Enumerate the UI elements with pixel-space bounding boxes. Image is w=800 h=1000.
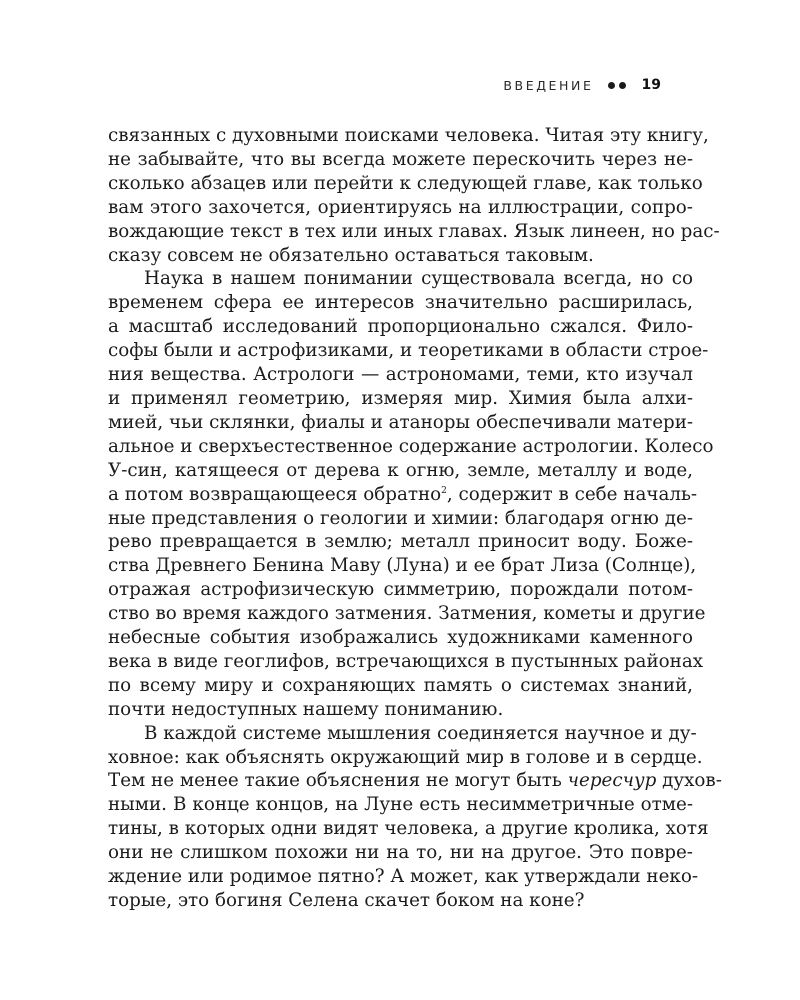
text-line: ными. В конце концов, на Луне есть несимметричные отме-	[108, 794, 693, 816]
text-fragment: духов-	[656, 770, 722, 792]
text-line: Наука в нашем понимании существовала всегда, но со	[144, 268, 693, 290]
text-line: а масштаб исследований пропорционально сжался. Фило-	[108, 316, 693, 338]
ornament-dot	[619, 82, 626, 89]
paragraph	[108, 124, 720, 267]
text-line: и применял геометрию, измеряя мир. Химия была алхи-	[108, 387, 693, 409]
text-line: почти недоступных нашему пониманию.	[108, 698, 504, 720]
text-line: торые, это богиня Селена скачет боком на коне?	[108, 890, 585, 911]
paragraph	[108, 267, 714, 721]
text-line: В каждой системе мышления соединяется научное и ду-	[144, 722, 697, 744]
text-line: ждение или родимое пятно? А может, как утверждали неко-	[108, 866, 699, 888]
text-line: не забывайте, что вы всегда можете перескочить через не-	[108, 148, 693, 170]
text-line: отражая астрофизическую симметрию, порождали потом-	[108, 579, 693, 601]
text-line: тины, в которых одни видят человека, а другие кролика, хотя	[108, 818, 709, 840]
emphasized-word: чересчур	[567, 770, 657, 792]
running-header-section-title: ВВЕДЕНИЕ	[503, 77, 594, 93]
text-line: рево превращается в землю; металл приносит воду. Боже-	[108, 531, 693, 553]
text-line: мией, чьи склянки, фиалы и атаноры обеспечивали матери-	[108, 411, 694, 433]
text-line: вождающие текст в тех или иных главах. Язык линеен, но рас-	[108, 220, 720, 242]
text-line: небесные события изображались художниками каменного	[108, 627, 693, 649]
text-line: ния вещества. Астрологи — астрономами, теми, кто изучал	[108, 364, 693, 386]
text-line: ховное: как объяснять окружающий мир в голове и в сердце.	[108, 746, 703, 768]
text-line: связанных с духовными поисками человека. Читая эту книгу,	[108, 125, 709, 146]
text-fragment: Тем не менее такие объяснения не могут быть	[108, 770, 568, 792]
text-fragment: а потом возвращающееся обратно	[108, 483, 442, 505]
text-line: временем сфера ее интересов значительно расширилась,	[108, 292, 693, 314]
text-line	[108, 769, 722, 793]
text-line	[108, 483, 698, 507]
text-line: софы были и астрофизиками, и теоретиками в области строе-	[108, 340, 709, 362]
text-fragment: , содержит в себе началь-	[446, 483, 698, 505]
page-number: 19	[641, 77, 661, 93]
paragraph	[108, 722, 722, 913]
text-line: по всему миру и сохраняющих память о системах знаний,	[108, 674, 693, 696]
running-header	[503, 74, 661, 96]
text-line: века в виде геоглифов, встречающихся в пустынных районах	[108, 650, 704, 672]
text-line: ства Древнего Бенина Маву (Луна) и ее брат Лиза (Солнце),	[108, 555, 697, 577]
body-text	[108, 124, 722, 913]
text-line: ство во время каждого затмения. Затмения, кометы и другие	[108, 603, 706, 625]
footnote-marker[interactable]: 2	[441, 485, 447, 496]
text-line: они не слишком похожи ни на то, ни на другое. Это повре-	[108, 842, 693, 864]
text-line: сколько абзацев или перейти к следующей главе, как только	[108, 172, 703, 194]
text-line: У-син, катящееся от дерева к огню, земле, металлу и воде,	[108, 459, 693, 481]
text-line: сказу совсем не обязательно оставаться таковым.	[108, 244, 594, 266]
ornament-dot	[608, 82, 615, 89]
text-line: ные представления о геологии и химии: благодаря огню де-	[108, 507, 693, 529]
text-line: вам этого захочется, ориентируясь на иллюстрации, сопро-	[108, 196, 693, 218]
running-header-ornament	[606, 82, 628, 89]
text-line: альное и сверхъестественное содержание астрологии. Колесо	[108, 435, 714, 457]
